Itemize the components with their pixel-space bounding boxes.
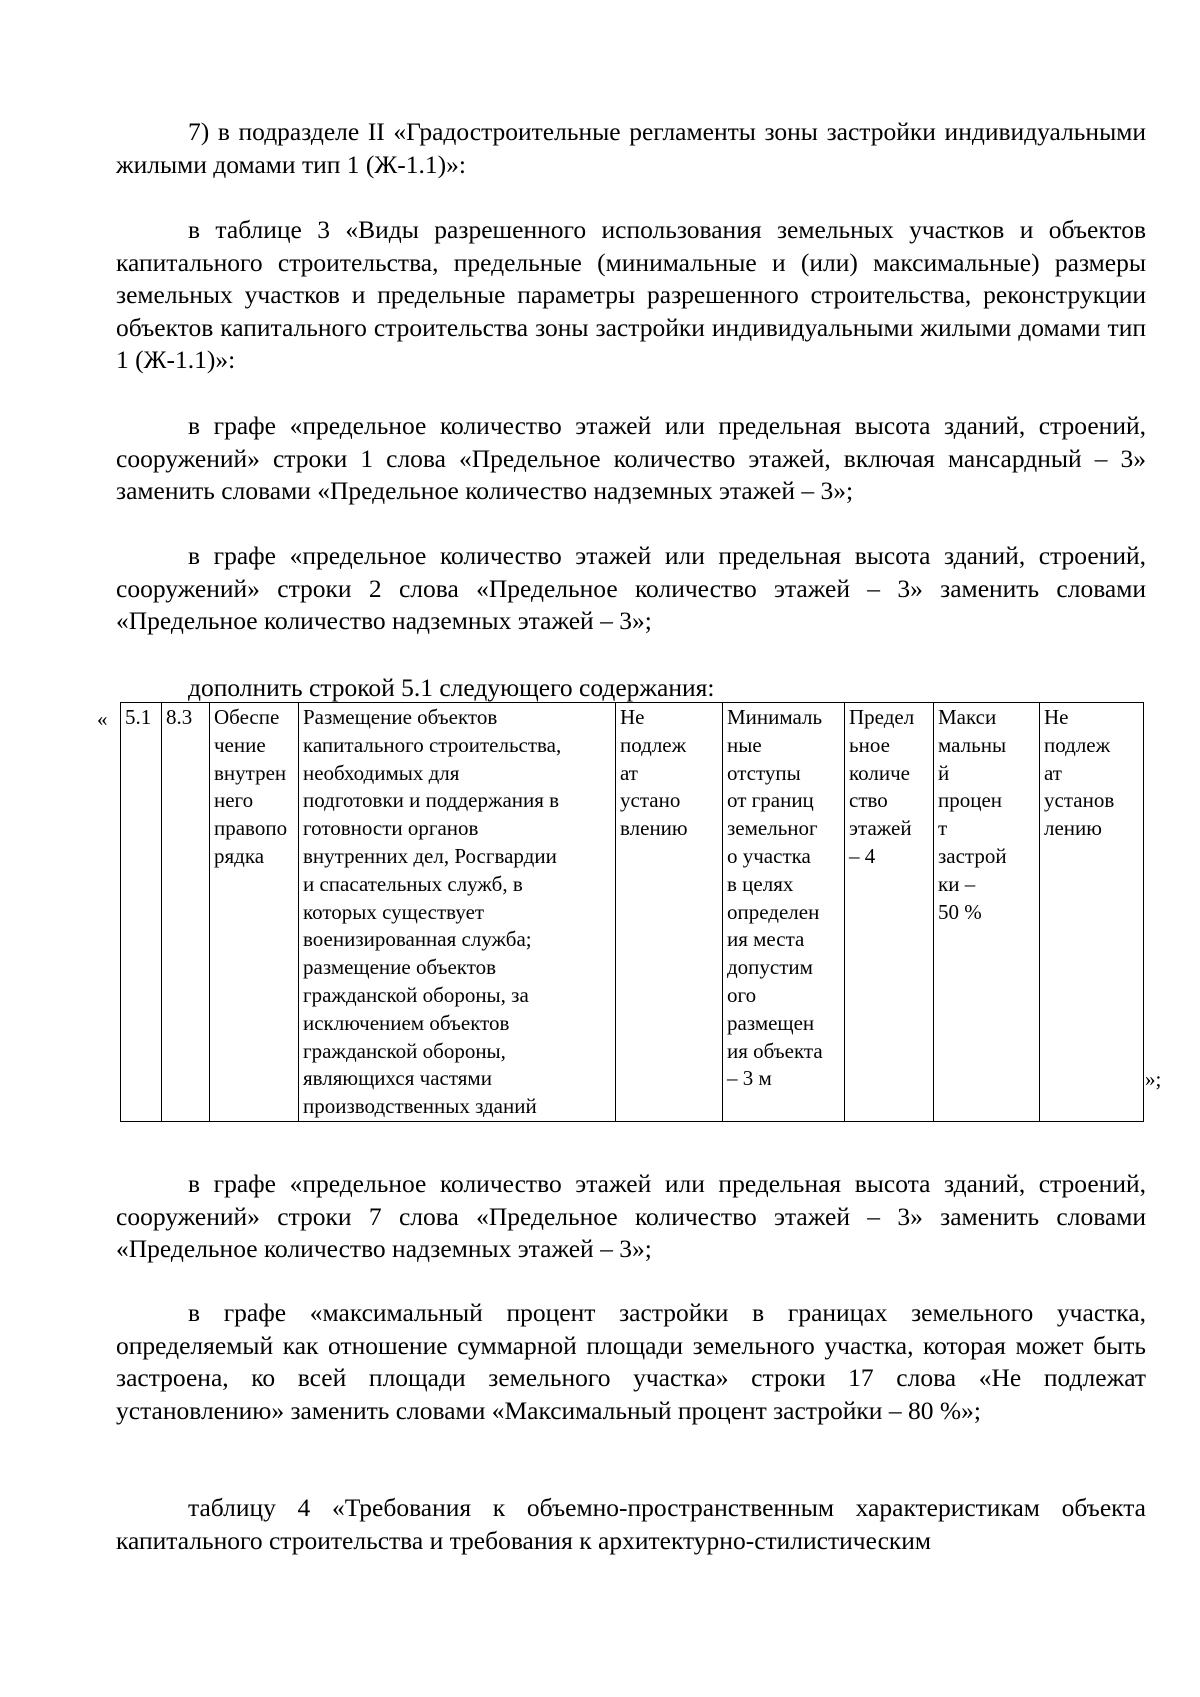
paragraph-row-1: в графе «предельное количество этажей или предельная высота зданий, строений, сооружений» строки 1 слова «Предельное количество этажей, включая мансардный – 3» заменить словами «Предельное количество надземных этажей – 3»; bbox=[116, 411, 1146, 505]
cell-build-percent: Макси мальны й процен т застрой ки – 50 % bbox=[934, 703, 1040, 1122]
paragraph-row-17: в графе «максимальный процент застройки в границах земельного участка, определяемый как отношение суммарной площади земельного участка, которая может быть застроена, ко всей площади земельного участка» строки 17 слова «Не подлежат установлению» заменить словами «Максимальный процент застройки – 80 %»; bbox=[116, 1298, 1146, 1425]
paragraph-table-4: таблицу 4 «Требования к объемно-пространственным характеристикам объекта капитального строительства и требования к архитектурно-стилистическим bbox=[116, 1493, 1146, 1555]
paragraph-add-row: дополнить строкой 5.1 следующего содержания: bbox=[188, 673, 715, 702]
cell-code: 8.3 bbox=[162, 703, 210, 1122]
cell-plot-size: Не подлеж ат устано влению bbox=[616, 703, 723, 1122]
table-row bbox=[121, 703, 1144, 1122]
amendment-table bbox=[120, 702, 1144, 1122]
cell-use-type: Обеспе чение внутрен него правопо рядка bbox=[210, 703, 299, 1122]
paragraph-table-3: в таблице 3 «Виды разрешенного использования земельных участков и объектов капитального строительства, предельные (минимальные и (или) максимальные) размеры земельных участков и предельные параметры разрешенного строительства, реконструкции объектов капитального строительства зоны застройки индивидуальными жилыми домами тип 1 (Ж-1.1)»: bbox=[116, 215, 1146, 374]
opening-quote: « bbox=[97, 707, 108, 731]
cell-description: Размещение объектов капитального строительства, необходимых для подготовки и поддержания в готовности органов внутренних дел, Росгвардии и спасательных служб, в которых существует военизированная служба; размещение объектов гражданской обороны, за исключением объектов гражданской обороны, являющихся частями производственных зданий bbox=[299, 703, 616, 1122]
cell-floors: Предел ьное количе ство этажей – 4 bbox=[845, 703, 934, 1122]
cell-setbacks: Минималь ные отступы от границ земельног о участка в целях определен ия места допустим ого размещен ия объекта – 3 м bbox=[723, 703, 845, 1122]
paragraph-row-2: в графе «предельное количество этажей или предельная высота зданий, строений, сооружений» строки 2 слова «Предельное количество этажей – 3» заменить словами «Предельное количество надземных этажей – 3»; bbox=[116, 541, 1146, 635]
cell-other: Не подлеж ат установ лению bbox=[1040, 703, 1144, 1122]
cell-row-number: 5.1 bbox=[121, 703, 162, 1122]
paragraph-row-7: в графе «предельное количество этажей или предельная высота зданий, строений, сооружений» строки 7 слова «Предельное количество этажей – 3» заменить словами «Предельное количество надземных этажей – 3»; bbox=[116, 1169, 1146, 1263]
paragraph-subsection-7: 7) в подразделе II «Градостроительные регламенты зоны застройки индивидуальными жилыми домами тип 1 (Ж-1.1)»: bbox=[116, 117, 1146, 179]
closing-quote: »; bbox=[1145, 1067, 1162, 1091]
